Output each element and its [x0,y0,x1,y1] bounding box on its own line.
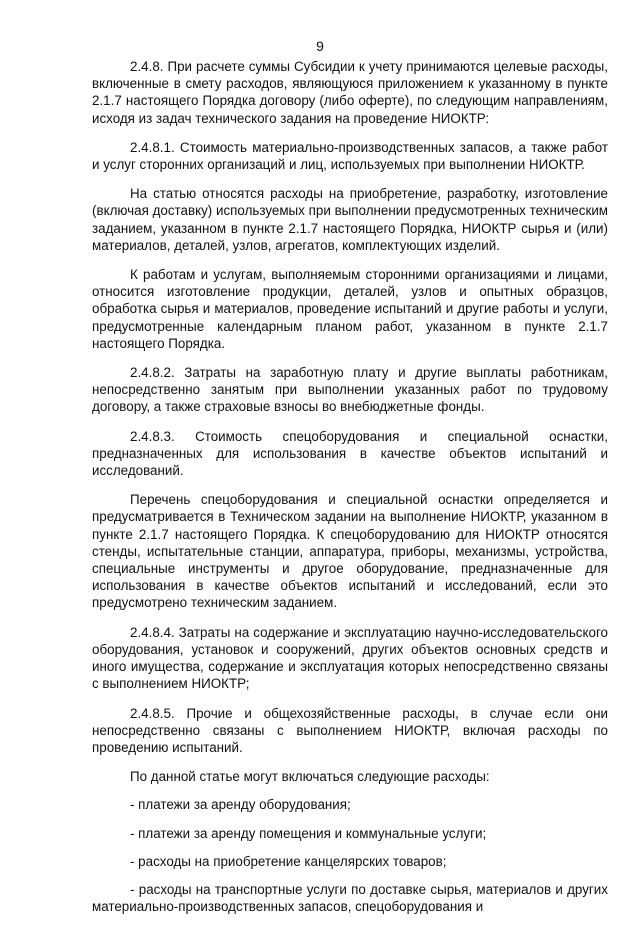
paragraph-2-4-8: 2.4.8. При расчете суммы Субсидии к учету принимаются целевые расходы, включенные в смету расходов, являющуюся приложением к указанному в пункте 2.1.7 настоящего Порядка договору (либо оферте), по следующим направлениям, исходя из задач технического задания на проведение НИОКТР: [92,59,608,126]
list-item-transport-services: - расходы на транспортные услуги по доставке сырья, материалов и других материально-производственных запасов, спецоборудования и [92,881,608,915]
paragraph-2-4-8-4: 2.4.8.4. Затраты на содержание и эксплуатацию научно-исследовательского оборудования, установок и сооружений, других объектов основных средств и иного имущества, содержание и эксплуатация которых непосредственно связаны с выполнением НИОКТР; [92,624,608,692]
paragraph-materials-expenses: На статью относятся расходы на приобретение, разработку, изготовление (включая доставку) используемых при выполнении предусмотренных техническим заданием, указанном в пункте 2.1.7 настоящего Порядка, НИОКТР сырья и (или) материалов, деталей, узлов, агрегатов, комплектующих изделий. [92,186,608,253]
list-item-equipment-rent: - платежи за аренду оборудования; [130,797,351,813]
list-item-premises-rent: - платежи за аренду помещения и коммунальные услуги; [130,825,487,841]
paragraph-third-party-works: К работам и услугам, выполняемым сторонними организациями и лицами, относится изготовление продукции, деталей, узлов и опытных образцов, обработка сырья и материалов, проведение испытаний и другие работы и услуги, предусмотренные календарным планом работ, указанном в пункте 2.1.7 настоящего Порядка. [92,267,608,351]
paragraph-2-4-8-3: 2.4.8.3. Стоимость спецоборудования и специальной оснастки, предназначенных для использования в качестве объектов испытаний и исследований. [92,428,608,479]
paragraph-expenses-intro: По данной статье могут включаться следующие расходы: [130,769,490,785]
paragraph-2-4-8-5: 2.4.8.5. Прочие и общехозяйственные расходы, в случае если они непосредственно связаны с выполнением НИОКТР, включая расходы по проведению испытаний. [92,705,608,755]
list-item-office-supplies: - расходы на приобретение канцелярских товаров; [130,853,447,869]
paragraph-2-4-8-1: 2.4.8.1. Стоимость материально-производственных запасов, а также работ и услуг сторонних организаций и лиц, используемых при выполнении НИОКТР. [92,139,608,173]
paragraph-2-4-8-2: 2.4.8.2. Затраты на заработную плату и другие выплаты работникам, непосредственно занятым при выполнении указанных работ по трудовому договору, а также страховые взносы во внебюджетные фонды. [92,365,608,415]
document-body [92,58,608,927]
paragraph-special-equipment-list: Перечень спецоборудования и специальной оснастки определяется и предусматривается в Техническом задании на выполнение НИОКТР, указанном в пункте 2.1.7 настоящего Порядка. К спецоборудованию для НИОКТР относятся стенды, испытательные станции, аппаратура, приборы, механизмы, устройства, специальные инструменты и другое оборудование, предназначенные для использования в качестве объектов испытаний и исследований, если это предусмотрено техническим заданием. [92,492,608,611]
page-number: 9 [316,38,324,54]
